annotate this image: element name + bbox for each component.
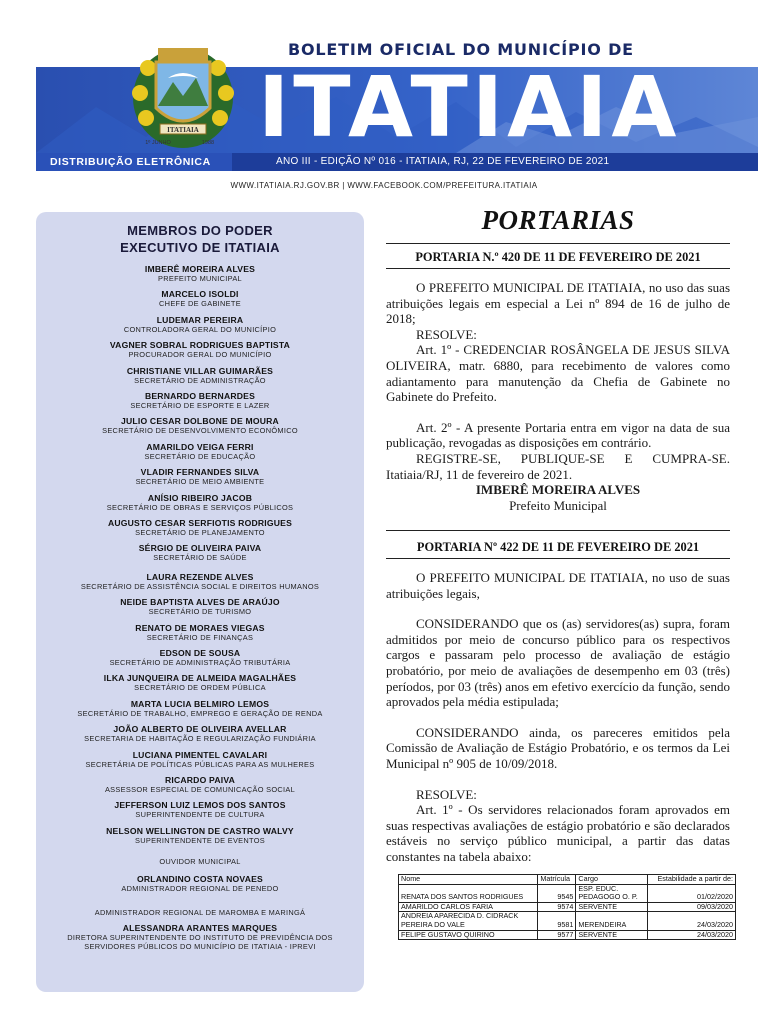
member-entry — [36, 416, 364, 435]
portaria2-considerando1: CONSIDERANDO que os (as) servidores(as) supra, foram admitidos por meio de concurso público para os respectivos cargos e passaram pelo processo de avaliação de estágio probatório, por meio de avaliações de desempenho em 03 (três) períodos, por 03 (três) anos em efetivo exercício da função, sendo aprovados pela média estipulada; — [386, 616, 730, 710]
member-entry — [36, 597, 364, 616]
portaria2-heading: PORTARIA Nº 422 DE 11 DE FEVEREIRO DE 2021 — [416, 540, 700, 554]
ouvidor-label: OUVIDOR MUNICIPAL — [159, 857, 241, 866]
svg-text:ITATIAIA: ITATIAIA — [167, 126, 199, 134]
header-urls[interactable]: WWW.ITATIAIA.RJ.GOV.BR | WWW.FACEBOOK.COM/PREFEITURA.ITATIAIA — [230, 181, 538, 190]
member-role: SECRETÁRIO DE ORDEM PÚBLICA — [134, 683, 266, 693]
portaria2-intro: O PREFEITO MUNICIPAL DE ITATIAIA, no uso de suas atribuições legais, — [386, 570, 730, 601]
member-entry — [36, 673, 364, 692]
member-name: RENATO DE MORAES VIEGAS — [135, 622, 265, 633]
portaria1-body — [386, 280, 730, 513]
table-cell: ANDREIA APARECIDA D. CIDRACK PEREIRA DO VALE — [399, 912, 538, 930]
member-name: AUGUSTO CESAR SERFIOTIS RODRIGUES — [107, 518, 293, 528]
member-name: IMBERÊ MOREIRA ALVES — [144, 264, 256, 274]
member-entry — [36, 572, 364, 591]
table-cell: 24/03/2020 — [648, 930, 736, 940]
table-cell: SERVENTE — [576, 902, 648, 912]
member-entry — [36, 750, 364, 769]
portaria2-resolve: RESOLVE: — [416, 786, 477, 802]
member-role: SECRETÁRIA DE POLÍTICAS PÚBLICAS PARA AS MULHERES — [85, 759, 315, 769]
member-role: SECRETÁRIO DE TURISMO — [148, 607, 252, 617]
header-subtitle: BOLETIM OFICIAL DO MUNICÍPIO DE — [288, 40, 634, 59]
divider — [386, 243, 730, 244]
svg-text:1988: 1988 — [201, 140, 215, 146]
sidebar-members — [36, 212, 364, 992]
section-title: PORTARIAS — [481, 205, 635, 235]
header-cargo: Cargo — [576, 875, 648, 885]
portaria2-considerando2: CONSIDERANDO ainda, os pareceres emitidos pela Comissão de Avaliação de Estágio Probatório, e os termos da Lei Municipal nº 905 de 10/09/2018. — [386, 724, 730, 771]
distribution-label: DISTRIBUIÇÃO ELETRÔNICA — [36, 153, 232, 171]
table-cell: 9581 — [538, 912, 576, 930]
member-entry — [36, 623, 364, 642]
svg-text:1º JUNHO: 1º JUNHO — [145, 140, 171, 146]
member-role: SECRETÁRIO DE ASSISTÊNCIA SOCIAL E DIREITOS HUMANOS — [80, 581, 320, 591]
crest-logo — [128, 38, 238, 152]
member-entry — [36, 518, 364, 537]
member-name: SÉRGIO DE OLIVEIRA PAIVA — [138, 543, 262, 554]
table-cell: MERENDEIRA — [576, 912, 648, 930]
header-estabilidade: Estabilidade a partir de: — [648, 875, 736, 885]
portaria1-signer: IMBERÊ MOREIRA ALVES — [475, 482, 641, 498]
member-role: SECRETÁRIO DE TRABALHO, EMPREGO E GERAÇÃO DE RENDA — [77, 708, 323, 718]
portaria2-body — [386, 570, 730, 865]
member-name: VAGNER SOBRAL RODRIGUES BAPTISTA — [109, 340, 291, 351]
member-role: SUPERINTENDENTE DE EVENTOS — [134, 835, 266, 845]
member-role: SUPERINTENDENTE DE CULTURA — [135, 810, 265, 820]
member-entry — [36, 366, 364, 385]
member-name: AMARILDO VEIGA FERRI — [146, 441, 254, 452]
member-name: NELSON WELLINGTON DE CASTRO WALVY — [106, 825, 294, 836]
member-entry — [36, 391, 364, 410]
header-nome: Nome — [399, 875, 538, 885]
iprevi-entry: ALESSANDRA ARANTES MARQUES DIRETORA SUPERINTENDENTE DO INSTITUTO DE PREVIDÊNCIA DOS SERVIDORES PÚBLICOS DO MUNICÍPIO DE ITATIAIA - IPREVI — [67, 923, 333, 951]
member-role: SECRETÁRIO DE SAÚDE — [153, 553, 247, 563]
member-role: SECRETÁRIO DE FINANÇAS — [146, 632, 254, 642]
member-name: LUCIANA PIMENTEL CAVALARI — [132, 749, 268, 760]
member-entry — [36, 543, 364, 562]
header-title: ITATIAIA — [258, 67, 681, 153]
member-entry — [36, 289, 364, 308]
member-name: ANÍSIO RIBEIRO JACOB — [147, 492, 253, 503]
member-name: NEIDE BAPTISTA ALVES DE ARAÚJO — [120, 597, 280, 608]
member-role: SECRETÁRIO DE MEIO AMBIENTE — [135, 477, 265, 487]
table-cell: FELIPE GUSTAVO QUIRINO — [399, 930, 538, 940]
portaria1-resolve: RESOLVE: — [416, 326, 477, 342]
member-name: JOÃO ALBERTO DE OLIVEIRA AVELLAR — [113, 724, 287, 735]
member-role: SECRETÁRIO DE OBRAS E SERVIÇOS PÚBLICOS — [106, 502, 294, 512]
portaria2-art1: Art. 1º - Os servidores relacionados foram aprovados em suas respectivas avaliações de estágio probatório e são declarados estáveis no serviço público municipal, a partir das datas constantes na tabela abaixo: — [386, 802, 730, 864]
table-cell: 9574 — [538, 902, 576, 912]
table-cell: 09/03/2020 — [648, 902, 736, 912]
table-row — [399, 930, 736, 940]
member-entry — [36, 442, 364, 461]
member-name: LUDEMAR PEREIRA — [156, 314, 244, 325]
member-role: ASSESSOR ESPECIAL DE COMUNICAÇÃO SOCIAL — [104, 785, 296, 794]
member-role: SECRETÁRIO DE DESENVOLVIMENTO ECONÔMICO — [102, 426, 298, 436]
member-role: SECRETÁRIO DE EDUCAÇÃO — [144, 451, 256, 461]
table-row — [399, 912, 736, 930]
divider — [386, 530, 730, 531]
table-cell: 24/03/2020 — [648, 912, 736, 930]
portaria1-art2: Art. 2º - A presente Portaria entra em vigor na data de sua publicação, revogadas as disposições em contrário. — [386, 419, 730, 451]
table-cell: 9545 — [538, 884, 576, 902]
member-entry — [36, 648, 364, 667]
table-cell: RENATA DOS SANTOS RODRIGUES — [399, 884, 538, 902]
table-row — [399, 884, 736, 902]
member-entry — [36, 264, 364, 283]
member-role: SECRETÁRIO DE PLANEJAMENTO — [135, 528, 265, 537]
member-entry — [36, 775, 364, 794]
sidebar-title: MEMBROS DO PODER EXECUTIVO DE ITATIAIA — [120, 223, 280, 255]
table-cell: AMARILDO CARLOS FARIA — [399, 902, 538, 912]
member-entry — [36, 467, 364, 486]
member-role: SECRETÁRIO DE ADMINISTRAÇÃO — [134, 375, 266, 385]
member-role: SECRETÁRIO DE ESPORTE E LAZER — [130, 401, 270, 410]
member-entry — [36, 826, 364, 845]
member-name: VLADIR FERNANDES SILVA — [140, 467, 260, 478]
table-cell: 01/02/2020 — [648, 884, 736, 902]
member-name: EDSON DE SOUSA — [159, 648, 241, 658]
member-name: JEFFERSON LUIZ LEMOS DOS SANTOS — [114, 800, 286, 811]
table-cell: ESP. EDUC. PEDAGOGO O. P. — [576, 884, 648, 902]
member-role: CHEFE DE GABINETE — [159, 299, 241, 309]
portaria1-registre: REGISTRE-SE, PUBLIQUE-SE E CUMPRA-SE. Itatiaia/RJ, 11 de fevereiro de 2021. — [386, 450, 730, 482]
portaria1-intro: O PREFEITO MUNICIPAL DE ITATIAIA, no uso das suas atribuições legais em especial a Lei nº 894 de 16 de julho de 2018; — [386, 280, 730, 327]
ouvidor-entry: ORLANDINO COSTA NOVAES ADMINISTRADOR REGIONAL DE PENEDO — [121, 874, 279, 893]
member-entry — [36, 699, 364, 718]
header-info-bar — [36, 153, 758, 171]
member-name: MARCELO ISOLDI — [161, 289, 239, 300]
table-header-row — [399, 875, 736, 885]
portaria1-heading: PORTARIA N.º 420 DE 11 DE FEVEREIRO DE 2021 — [415, 250, 701, 264]
member-name: MARTA LUCIA BELMIRO LEMOS — [130, 698, 270, 709]
member-entry — [36, 493, 364, 512]
member-name: LAURA REZENDE ALVES — [146, 571, 254, 582]
maromba-entry: ADMINISTRADOR REGIONAL DE MAROMBA E MARINGÁ — [94, 908, 306, 917]
edition-info: ANO III - EDIÇÃO Nº 016 - ITATIAIA, RJ, 22 DE FEVEREIRO DE 2021 — [276, 156, 610, 167]
member-name: BERNARDO BERNARDES — [144, 391, 256, 401]
member-role: SECRETÁRIO DE ADMINISTRAÇÃO TRIBUTÁRIA — [109, 658, 291, 667]
header-matricula: Matrícula — [538, 875, 576, 885]
member-role: PROCURADOR GERAL DO MUNICÍPIO — [128, 350, 272, 360]
table-cell: 9577 — [538, 930, 576, 940]
member-entry — [36, 315, 364, 334]
member-entry — [36, 800, 364, 819]
table-cell: SERVENTE — [576, 930, 648, 940]
member-name: CHRISTIANE VILLAR GUIMARÃES — [126, 365, 274, 376]
member-role: PREFEITO MUNICIPAL — [158, 274, 242, 283]
member-entry — [36, 340, 364, 359]
estabilidade-table — [398, 874, 736, 940]
divider — [386, 268, 730, 269]
member-role: SECRETARIA DE HABITAÇÃO E REGULARIZAÇÃO FUNDIÁRIA — [84, 734, 316, 744]
member-entry — [36, 724, 364, 743]
member-name: JULIO CESAR DOLBONE DE MOURA — [121, 416, 279, 427]
member-name: RICARDO PAIVA — [164, 775, 236, 785]
member-role: CONTROLADORA GERAL DO MUNICÍPIO — [123, 324, 277, 334]
divider — [386, 558, 730, 559]
member-name: ILKA JUNQUEIRA DE ALMEIDA MAGALHÃES — [103, 673, 297, 684]
portaria1-art1: Art. 1º - CREDENCIAR ROSÂNGELA DE JESUS SILVA OLIVEIRA, matr. 6880, para recebimento de valores como adiantamento para manutenção da Chefia de Gabinete no Gabinete do Prefeito. — [386, 342, 730, 405]
portaria1-signer-role: Prefeito Municipal — [509, 497, 607, 513]
